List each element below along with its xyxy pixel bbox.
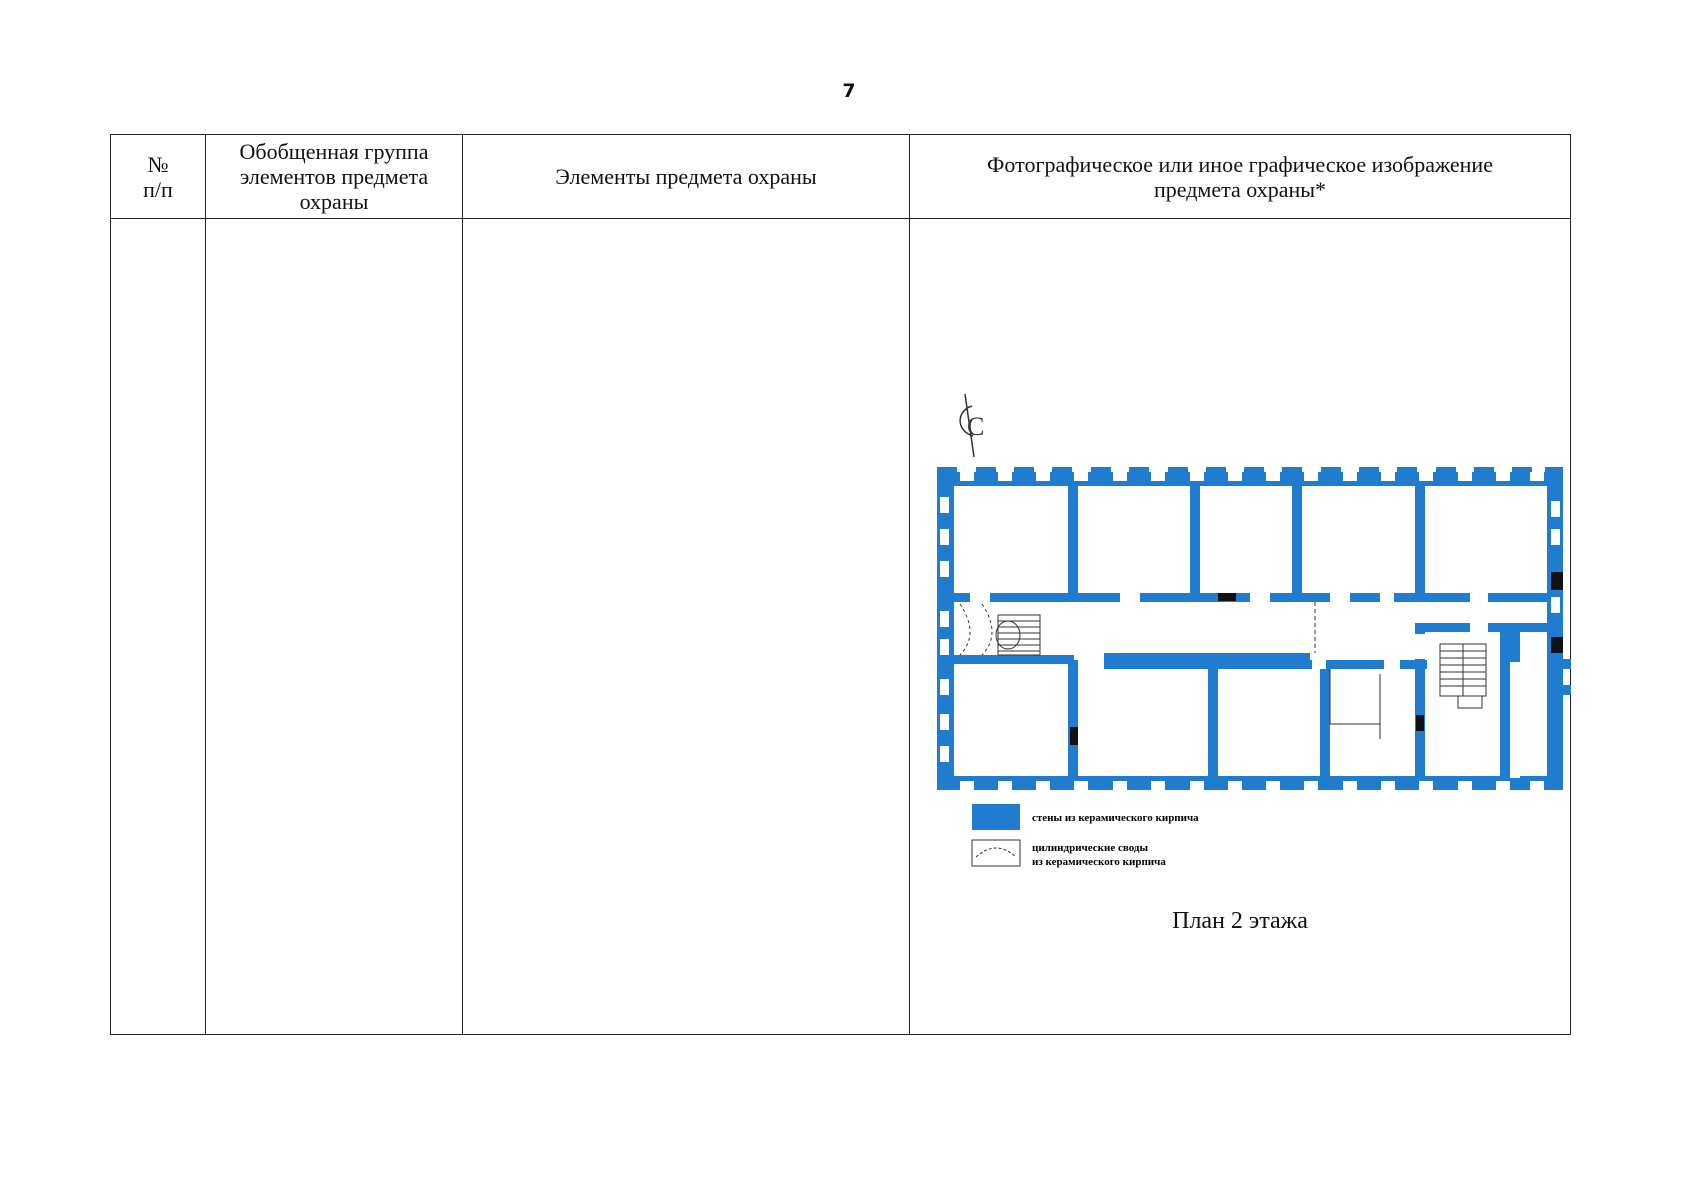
north-arrow-icon — [960, 394, 984, 457]
legend — [972, 804, 1199, 868]
legend-vault-swatch — [972, 840, 1020, 866]
legend-vault-label-2: из керамического кирпича — [1032, 856, 1166, 868]
legend-wall-swatch — [972, 804, 1020, 830]
header-group: Обобщенная группа элементов предмета охраны — [206, 135, 463, 219]
legend-wall-label: стены из керамического кирпича — [1032, 812, 1199, 824]
cell-elements — [463, 219, 910, 1035]
legend-vault-label-1: цилиндрические своды — [1032, 842, 1149, 854]
north-label: С — [967, 412, 985, 441]
left-staircase — [960, 604, 1040, 655]
page-number: 7 — [842, 80, 856, 102]
legend-vault-arc — [976, 848, 1016, 857]
right-staircase — [1440, 644, 1486, 708]
cell-group — [206, 219, 463, 1035]
figure-caption: План 2 этажа — [1172, 908, 1308, 934]
table-header-row — [111, 135, 1571, 219]
header-elements: Элементы предмета охраны — [463, 135, 910, 219]
header-image: Фотографическое или иное графическое изображение предмета охраны* — [910, 135, 1571, 219]
cell-image — [910, 219, 1571, 1035]
table-row — [111, 219, 1571, 1035]
protection-table — [110, 134, 1571, 1035]
cell-number — [111, 219, 206, 1035]
header-number: № п/п — [111, 135, 206, 219]
